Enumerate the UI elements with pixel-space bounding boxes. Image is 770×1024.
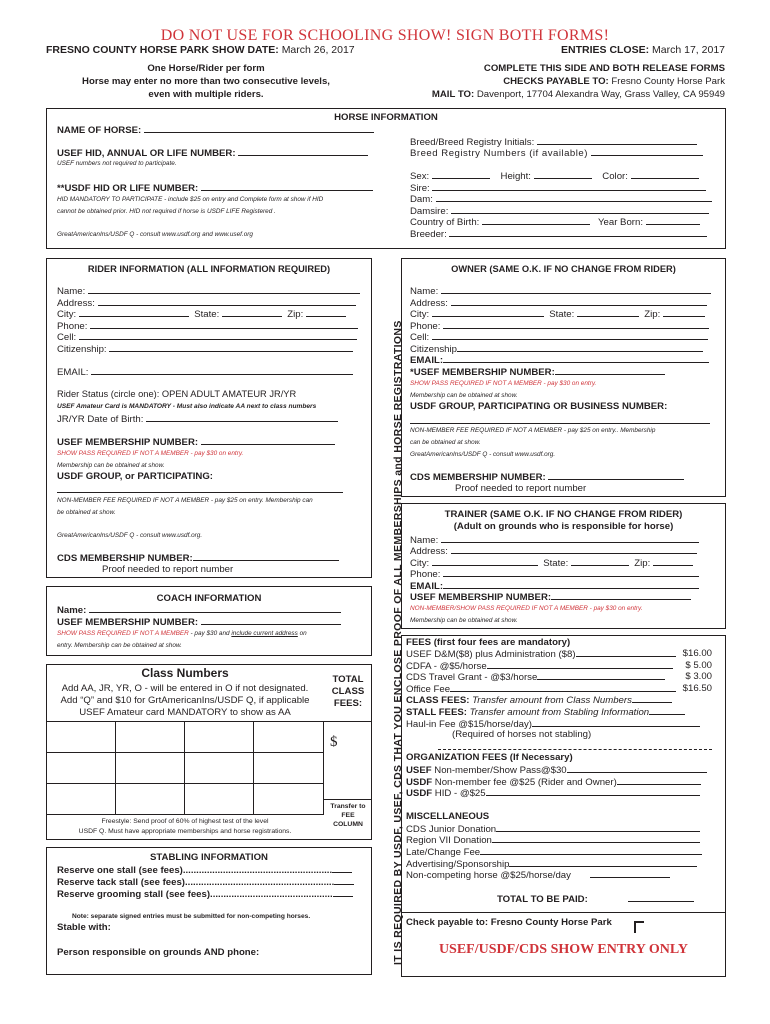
show-entry-only-stamp: USEF/USDF/CDS SHOW ENTRY ONLY (438, 942, 689, 957)
fee-stall-label: STALL FEES: (406, 707, 467, 718)
fee-haul-note: (Required of horses not stabling) (452, 729, 592, 740)
rider-email-label: EMAIL: (57, 367, 89, 378)
rider-state-label: State: (194, 309, 220, 320)
trainer-obtain-note: Membership can be obtained at show. (410, 617, 518, 624)
trainer-phone-label: Phone: (410, 569, 441, 580)
non-competing-note: Note: separate signed entries must be submitted for non-competing horses. (72, 913, 311, 920)
class-number-grid (46, 721, 324, 815)
amateur-card-note: USEF Amateur Card is MANDATORY - Must also indicate AA next to class numbers (57, 403, 317, 410)
total-label-line: CLASS (331, 686, 365, 697)
fee-class-label: CLASS FEES: (406, 695, 470, 706)
usdf-hid-label: **USDF HID OR LIFE NUMBER: (57, 183, 199, 194)
cds-junior-label: CDS Junior Donation (406, 824, 497, 835)
rider-citizenship-field[interactable] (57, 343, 353, 356)
fee-cds-line (406, 671, 712, 684)
class-cell[interactable] (184, 783, 254, 815)
transfer-line: Transfer to (330, 803, 366, 810)
class-numbers-title: Class Numbers (141, 666, 229, 680)
advertising-label: Advertising/Sponsorship (406, 859, 510, 870)
horse-information-title: HORSE INFORMATION (334, 112, 438, 123)
trainer-pass-note: NON-MEMBER/SHOW PASS REQUIRED IF NOT A MEMBER - pay $30 on entry. (410, 605, 643, 612)
rider-show-pass-note: SHOW PASS REQUIRED IF NOT A MEMBER - pay $30 on entry. (57, 450, 244, 457)
rider-email-field[interactable] (57, 366, 353, 379)
usef-hid-field[interactable] (57, 147, 368, 160)
form-rules (46, 62, 366, 101)
coach-usef-field[interactable] (57, 616, 341, 629)
trainer-usef-field[interactable] (410, 591, 691, 604)
breed-number-label: Breed Registry Numbers (if available) (410, 148, 588, 159)
late-change-field[interactable] (406, 846, 702, 859)
country-year-fields[interactable] (410, 216, 700, 229)
mail-value: Davenport, 17704 Alexandra Way, Grass Valley, CA 95949 (476, 89, 725, 100)
dam-label: Dam: (410, 194, 433, 205)
fee-class-instruction: Transfer amount from Class Numbers (469, 695, 632, 706)
rider-city-label: City: (57, 309, 77, 320)
entries-close-line (561, 44, 725, 56)
fees-title: FEES (first four fees are mandatory) (406, 637, 571, 648)
color-label: Color: (602, 171, 628, 182)
rule-line: One Horse/Rider per form (147, 63, 265, 74)
warning-banner: DO NOT USE FOR SCHOOLING SHOW! SIGN BOTH FORMS! (160, 27, 610, 44)
mailing-info (432, 62, 725, 101)
class-instruction-line: USEF Amateur card MANDATORY to show as AA (79, 707, 291, 718)
corner-mark (634, 921, 644, 933)
owner-usef-field[interactable] (410, 366, 665, 379)
total-label-line: TOTAL (332, 674, 364, 685)
rider-cds-field[interactable] (57, 552, 339, 565)
horse-name-field[interactable] (57, 124, 374, 137)
trainer-zip-label: Zip: (634, 558, 651, 569)
rider-nonmember-note-1: NON-MEMBER FEE REQUIRED IF NOT A MEMBER - pay $25 on entry. Membership can (57, 497, 313, 504)
rider-phone-label: Phone: (57, 321, 88, 332)
rule-line: Horse may enter no more than two consecutive levels, (82, 76, 330, 87)
owner-phone-label: Phone: (410, 321, 441, 332)
class-cell[interactable] (253, 752, 324, 784)
owner-email-label: EMAIL: (410, 355, 444, 366)
coach-pass-red: SHOW PASS REQUIRED IF NOT A MEMBER (57, 630, 189, 637)
coach-usef-label: USEF MEMBERSHIP NUMBER: (57, 617, 199, 628)
class-cell[interactable] (46, 783, 116, 815)
reserve-tack-field[interactable] (57, 876, 354, 889)
breed-label: Breed/Breed Registry Initials: (410, 137, 535, 148)
trainer-usef-label: USEF MEMBERSHIP NUMBER: (410, 592, 552, 603)
fee-stall-field[interactable] (406, 706, 685, 719)
rider-name-label: Name: (57, 286, 86, 297)
reserve-grooming-field[interactable] (57, 888, 353, 901)
rider-cell-field[interactable] (57, 331, 357, 344)
year-born-label: Year Born: (598, 217, 643, 228)
class-cell[interactable] (46, 721, 116, 753)
usdf-nonmember-bold: USDF (406, 777, 433, 788)
total-class-fees-label (324, 674, 372, 710)
coach-name-label: Name: (57, 605, 87, 616)
trainer-subtitle-line: (Adult on grounds who is responsible for horse) (453, 521, 674, 532)
transfer-line: FEE (341, 812, 355, 819)
freestyle-line: USDF Q. Must have appropriate memberships and horse registrations. (78, 827, 292, 835)
rider-usef-label: USEF MEMBERSHIP NUMBER: (57, 437, 199, 448)
fee-cds-travel (406, 671, 712, 684)
fee-cdfa-label: CDFA - @$5/horse (406, 661, 487, 672)
hid-note-2: cannot be obtained prior. HID not required if horse is USDF LIFE Registered . (57, 208, 276, 215)
rider-cell-label: Cell: (57, 332, 77, 343)
person-responsible-field[interactable]: Person responsible on grounds AND phone: (57, 947, 260, 958)
owner-zip-label: Zip: (644, 309, 661, 320)
rider-consult-note: GreatAmericanIns/USDF Q - consult www.usdf.org. (57, 532, 203, 539)
non-competing-horse-field[interactable] (406, 869, 670, 882)
total-label-line: FEES: (333, 698, 363, 709)
horse-name-label: NAME OF HORSE: (57, 125, 142, 136)
owner-cds-field[interactable] (410, 471, 684, 484)
rider-cds-label: CDS MEMBERSHIP NUMBER: (57, 553, 193, 564)
usef-nonmember-bold: USEF (406, 765, 432, 776)
stabling-information-title: STABLING INFORMATION (150, 852, 268, 863)
freestyle-line: Freestyle: Send proof of 60% of highest test of the level (101, 818, 269, 825)
jr-dob-label: JR/YR Date of Birth: (57, 414, 144, 425)
class-instruction-line: Add “Q” and $10 for GrtAmericanIns/USDF Q, if applicable (60, 695, 310, 706)
horse-consult-note: GreatAmericanIns/USDF Q - consult www.usdf.org and www.usef.org (57, 231, 253, 238)
sire-label: Sire: (410, 183, 430, 194)
owner-obtain-note: Membership can be obtained at show. (410, 392, 518, 399)
owner-name-field[interactable] (410, 285, 711, 298)
dollar-sign: $ (330, 734, 338, 750)
check-payable-note: Check payable to: Fresno County Horse Park (406, 917, 612, 928)
class-cell[interactable] (115, 783, 185, 815)
reserve-grooming-label: Reserve grooming stall (see fees).............................................. (57, 889, 333, 900)
class-cell[interactable] (184, 752, 254, 784)
owner-nonmember-note: NON-MEMBER FEE REQUIRED IF NOT A MEMBER - pay $25 on entry.. Membership (410, 427, 656, 434)
rider-usdf-group-label: USDF GROUP, or PARTICIPATING: (57, 471, 213, 482)
owner-city-field[interactable] (410, 308, 705, 321)
rider-zip-label: Zip: (287, 309, 304, 320)
owner-state-label: State: (549, 309, 575, 320)
rider-usdf-group-line[interactable] (57, 492, 343, 493)
rider-city-field[interactable] (57, 308, 346, 321)
owner-address-label: Address: (410, 298, 448, 309)
rider-proof-note: Proof needed to report number (102, 564, 234, 575)
owner-consult-note: GreatAmericanIns/USDF Q - consult www.usdf.org. (410, 451, 556, 458)
rider-name-field[interactable] (57, 285, 360, 298)
reserve-tack-label: Reserve tack stall (see fees)........................................................ (57, 877, 335, 888)
stable-with-field[interactable]: Stable with: (57, 922, 111, 933)
checks-label: CHECKS PAYABLE TO: (503, 76, 609, 87)
membership-proof-requirement: IT IS REQUIRED BY USDF, USEF, CDS THAT YOU ENCLOSE PROOF OF ALL MEMBERSHIPS and HORSE REGISTRATIONS (392, 320, 404, 965)
fee-usef (406, 648, 712, 661)
owner-email-field[interactable] (410, 354, 709, 367)
complete-instruction: COMPLETE THIS SIDE AND BOTH RELEASE FORMS (483, 63, 725, 74)
usef-note: USEF numbers not required to participate. (57, 160, 177, 167)
coach-pass-text: - pay $30 and (188, 630, 232, 637)
owner-usdf-group-label: USDF GROUP, PARTICIPATING OR BUSINESS NUMBER: (410, 401, 668, 412)
dam-field[interactable] (410, 193, 712, 206)
fee-office-label: Office Fee (406, 684, 451, 695)
breeder-field[interactable] (410, 228, 707, 241)
sex-height-color-fields[interactable] (410, 170, 699, 183)
fee-divider (438, 749, 712, 750)
class-instruction-line: Add AA, JR, YR, O - will be entered in O if not designated. (61, 683, 309, 694)
class-cell[interactable] (115, 752, 185, 784)
usef-nonmember-label: Non-member/Show Pass@$30 (431, 765, 567, 776)
total-to-be-paid-field[interactable] (497, 893, 694, 906)
trainer-title-line: TRAINER (SAME O.K. IF NO CHANGE FROM RIDER) (444, 509, 683, 520)
coach-name-field[interactable] (57, 604, 341, 617)
fees-footer-divider (401, 912, 726, 913)
class-cell[interactable] (115, 721, 185, 753)
owner-usef-label: *USEF MEMBERSHIP NUMBER: (410, 367, 555, 378)
fee-cds-value: $ 3.00 (685, 671, 712, 682)
usef-nonmember-fee-field[interactable] (406, 764, 707, 777)
freestyle-note (46, 817, 324, 836)
coach-information-title: COACH INFORMATION (156, 593, 262, 604)
coach-pass-end: on (297, 630, 307, 637)
mail-line (432, 88, 725, 101)
jr-dob-field[interactable] (57, 413, 338, 426)
checks-line (432, 75, 725, 88)
reserve-stall-label: Reserve one stall (see fees)........................................................ (57, 865, 333, 876)
class-cell[interactable] (184, 721, 254, 753)
height-label: Height: (500, 171, 531, 182)
rider-address-label: Address: (57, 298, 95, 309)
owner-information-title: OWNER (SAME O.K. IF NO CHANGE FROM RIDER) (451, 264, 676, 274)
usdf-hid-fee-field[interactable] (406, 787, 700, 800)
checks-value: Fresno County Horse Park (611, 76, 725, 87)
owner-obtain-note-2: can be obtained at show. (410, 439, 481, 446)
owner-cell-label: Cell: (410, 332, 430, 343)
organization-fees-title: ORGANIZATION FEES (If Necessary) (406, 752, 573, 763)
rider-obtain-note: Membership can be obtained at show. (57, 462, 165, 469)
trainer-information-title (401, 509, 726, 533)
show-date-value: March 26, 2017 (281, 44, 355, 56)
late-change-label: Late/Change Fee (406, 847, 481, 858)
coach-pass-note (57, 630, 307, 637)
fee-stall-instruction: Transfer amount from Stabling Information (466, 707, 650, 718)
show-date-label: FRESNO COUNTY HORSE PARK SHOW DATE: (46, 44, 279, 56)
trainer-city-label: City: (410, 558, 430, 569)
entries-close-value: March 17, 2017 (652, 44, 725, 56)
entries-close-label: ENTRIES CLOSE: (561, 44, 650, 56)
region-vii-label: Region VII Donation (406, 835, 492, 846)
class-cell[interactable] (253, 721, 324, 753)
owner-name-label: Name: (410, 286, 439, 297)
total-fees-box[interactable] (323, 721, 372, 800)
class-instructions (46, 683, 324, 719)
rider-information-title: RIDER INFORMATION (ALL INFORMATION REQUIRED) (87, 264, 331, 274)
coach-entry-note: entry. Membership can be obtained at show. (57, 642, 182, 649)
usdf-hid-fee-label: HID - @$25 (432, 788, 486, 799)
non-competing-horse-label: Non-competing horse @$25/horse/day (406, 870, 571, 881)
owner-cell-field[interactable] (410, 331, 708, 344)
total-to-be-paid-label: TOTAL TO BE PAID: (497, 894, 588, 905)
hid-note-1: HID MANDATORY TO PARTICIPATE - include $25 on entry and Complete form at show if HID (57, 196, 324, 203)
rider-usef-field[interactable] (57, 436, 335, 449)
reserve-stall-field[interactable] (57, 864, 352, 877)
rider-citizenship-label: Citizenship: (57, 344, 107, 355)
owner-show-pass-note: SHOW PASS REQUIRED IF NOT A MEMBER - pay $30 on entry. (410, 380, 597, 387)
usdf-hid-bold: USDF (406, 788, 433, 799)
breeder-label: Breeder: (410, 229, 447, 240)
fee-usef-line (406, 648, 712, 661)
owner-city-label: City: (410, 309, 430, 320)
class-cell[interactable] (46, 752, 116, 784)
rider-status[interactable]: Rider Status (circle one): OPEN ADULT AMATEUR JR/YR (57, 389, 297, 399)
fee-office-value: $16.50 (682, 683, 712, 694)
owner-proof-note: Proof needed to report number (455, 483, 587, 494)
region-vii-field[interactable] (406, 834, 700, 847)
usef-hid-label: USEF HID, ANNUAL OR LIFE NUMBER: (57, 148, 236, 159)
trainer-address-label: Address: (410, 546, 448, 557)
rule-line: even with multiple riders. (148, 89, 264, 100)
fee-cdfa-value: $ 5.00 (685, 660, 712, 671)
fee-cds-label: CDS Travel Grant - @$3/horse (406, 672, 538, 683)
usdf-nonmember-label: Non-member fee @$25 (Rider and Owner) (432, 777, 617, 788)
miscellaneous-title: MISCELLANEOUS (406, 811, 490, 822)
show-date-line (46, 44, 355, 56)
owner-citizenship-label: Citizenship (410, 344, 457, 355)
fee-usef-label: USEF D&M($8) plus Administration ($8) (406, 649, 576, 660)
transfer-line: COLUMN (333, 821, 363, 828)
owner-cds-label: CDS MEMBERSHIP NUMBER: (410, 472, 546, 483)
breed-number-field[interactable] (410, 147, 703, 160)
trainer-email-label: EMAIL: (410, 581, 444, 592)
owner-usdf-group-line[interactable] (410, 423, 710, 424)
coach-pass-underlined: include current address (231, 630, 298, 637)
trainer-address-field[interactable] (410, 545, 697, 558)
trainer-state-label: State: (543, 558, 569, 569)
usdf-hid-field[interactable] (57, 182, 373, 195)
transfer-note (324, 802, 372, 829)
sex-label: Sex: (410, 171, 430, 182)
rider-nonmember-note-2: be obtained at show. (57, 509, 116, 516)
fee-haul-label: Haul-in Fee @$15/horse/day) (406, 719, 532, 730)
fee-usef-value: $16.00 (682, 648, 712, 659)
trainer-phone-field[interactable] (410, 568, 699, 581)
damsire-label: Damsire: (410, 206, 449, 217)
country-label: Country of Birth: (410, 217, 480, 228)
class-cell[interactable] (253, 783, 324, 815)
fee-class-field[interactable] (406, 694, 672, 707)
mail-label: MAIL TO: (431, 89, 475, 100)
trainer-name-label: Name: (410, 535, 439, 546)
